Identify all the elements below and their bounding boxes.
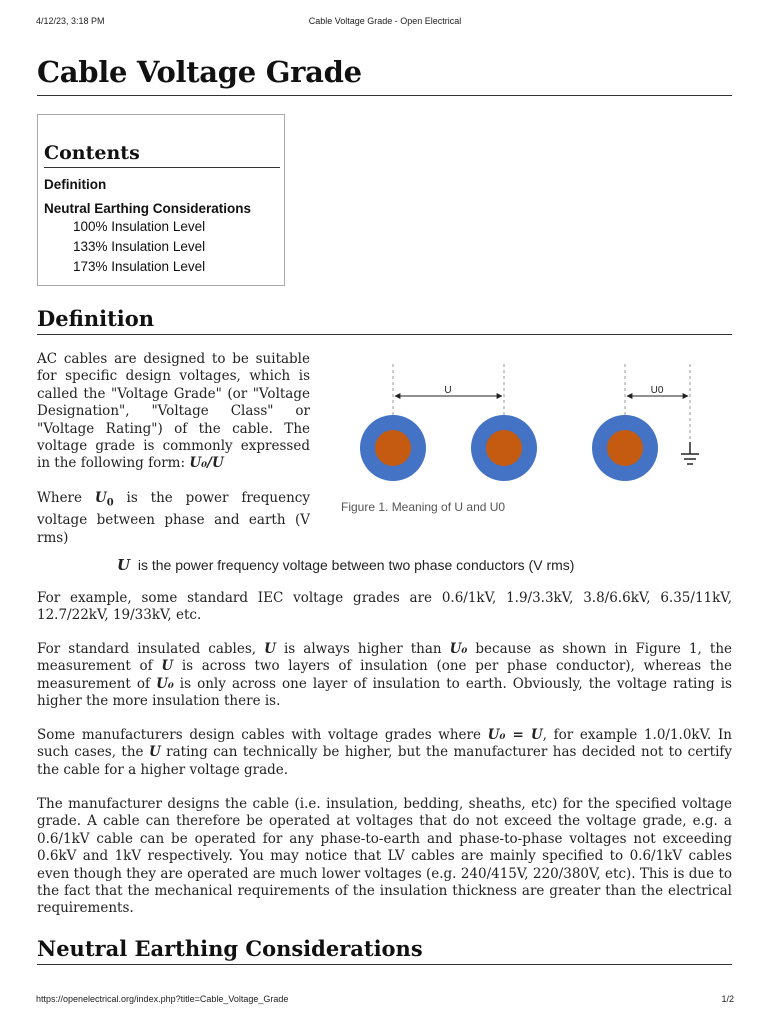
u0-variable bbox=[94, 490, 114, 509]
page-title: Cable Voltage Grade bbox=[37, 52, 732, 96]
print-url: https://openelectrical.org/index.php?title=Cable_Voltage_Grade bbox=[36, 994, 289, 1004]
toc-title: Contents bbox=[44, 139, 280, 168]
where-u0-paragraph bbox=[37, 490, 310, 547]
definition-intro-text: AC cables are designed to be suitable for specific design voltages, which is called the "Voltage Grade" (or "Voltage Designation", "Voltage Class" or "Voltage Rating") of the cable. The voltage grade is commonly expressed in the following form: bbox=[37, 351, 310, 472]
section-heading-definition: Definition bbox=[37, 304, 732, 335]
figure-caption: Figure 1. Meaning of U and U0 bbox=[341, 500, 506, 514]
figure-voltage-diagram bbox=[338, 362, 734, 492]
example-paragraph: For example, some standard IEC voltage grades are 0.6/1kV, 1.9/3.3kV, 3.8/6.6kV, 6.35/11kV, 12.7/22kV, 19/33kV, etc. bbox=[37, 590, 732, 624]
cable-conductor bbox=[375, 430, 411, 466]
voltage-grade-formula: U₀/U bbox=[189, 455, 224, 472]
print-datetime: 4/12/23, 3:18 PM bbox=[36, 16, 105, 26]
u0-equals-u-formula: U₀ = U bbox=[487, 727, 543, 743]
cable-conductor bbox=[607, 430, 643, 466]
manufacturers-text-0: Some manufacturers design cables with voltage grades where bbox=[37, 727, 488, 743]
toc-link-neutral-earthing[interactable]: Neutral Earthing Considerations bbox=[44, 201, 252, 216]
toc-link-133-insulation[interactable]: 133% Insulation Level bbox=[73, 239, 206, 254]
toc-link-173-insulation[interactable]: 173% Insulation Level bbox=[73, 259, 206, 274]
insulated-text-6: is across two layers of insulation (one per phase conductor), whereas the measurement of bbox=[37, 658, 732, 692]
u-definition-text: is the power frequency voltage between two phase conductors (V rms) bbox=[137, 557, 575, 573]
voltage-diagram-svg bbox=[338, 362, 734, 492]
insulated-text-8: is only across one layer of insulation to earth. Obviously, the voltage rating is higher the more insulation there is. bbox=[37, 675, 732, 710]
cable-conductor bbox=[486, 430, 522, 466]
where-u0-text: is the power frequency voltage between phase and earth (V rms) bbox=[37, 490, 310, 546]
earth-ground-icon bbox=[681, 442, 699, 464]
u-label: U bbox=[444, 385, 452, 396]
design-paragraph: The manufacturer designs the cable (i.e. insulation, bedding, sheaths, etc) for the specified voltage grade. A cable can therefore be operated at voltages that do not exceed the voltage grade, e.g. a 0.6/1kV cable can be operated for any phase-to-earth and phase-to-phase voltages not exceeding 0.6kV and 1kV respectively. You may notice that LV cables are mainly specified to 0.6/1kV cables even though they are operated are much lower voltages (e.g. 240/415V, 220/380V, etc). This is due to the fact that the mechanical requirements of the insulation thickness are greater than the electrical requirements. bbox=[37, 796, 732, 917]
definition-intro-paragraph bbox=[37, 351, 310, 473]
manufacturers-text-2: , for example 1.0/1.0kV. In such cases, the bbox=[37, 727, 732, 761]
print-header bbox=[36, 16, 734, 30]
u0-variable-subscript: 0 bbox=[106, 497, 114, 509]
u-variable: U bbox=[264, 641, 276, 657]
insulated-text-4: because as shown in Figure 1, the measurement of bbox=[37, 641, 732, 675]
u0-variable: U₀ bbox=[449, 641, 468, 657]
toc-link-definition[interactable]: Definition bbox=[44, 177, 107, 192]
insulated-cables-paragraph bbox=[37, 641, 732, 711]
manufacturers-text-4: rating can technically be higher, but the manufacturer has decided not to certify the cable for a higher voltage grade. bbox=[37, 744, 733, 778]
toc-link-100-insulation[interactable]: 100% Insulation Level bbox=[73, 219, 206, 234]
u0-label: U0 bbox=[650, 385, 664, 396]
u0-variable: U₀ bbox=[156, 675, 174, 692]
section-heading-neutral-earthing: Neutral Earthing Considerations bbox=[37, 934, 732, 965]
u-definition-line bbox=[117, 556, 574, 574]
u-variable: U bbox=[148, 744, 161, 761]
where-prefix: Where bbox=[37, 490, 83, 506]
insulated-text-2: is always higher than bbox=[275, 641, 450, 657]
u0-variable-letter: U bbox=[94, 490, 107, 506]
u-variable: U bbox=[117, 556, 131, 574]
u-variable: U bbox=[161, 658, 174, 675]
print-page-number: 1/2 bbox=[721, 994, 734, 1004]
manufacturers-paragraph bbox=[37, 727, 732, 779]
table-of-contents bbox=[37, 114, 285, 286]
print-page-title: Cable Voltage Grade - Open Electrical bbox=[308, 16, 462, 26]
print-footer bbox=[36, 994, 734, 1008]
insulated-text-0: For standard insulated cables, bbox=[37, 641, 265, 657]
